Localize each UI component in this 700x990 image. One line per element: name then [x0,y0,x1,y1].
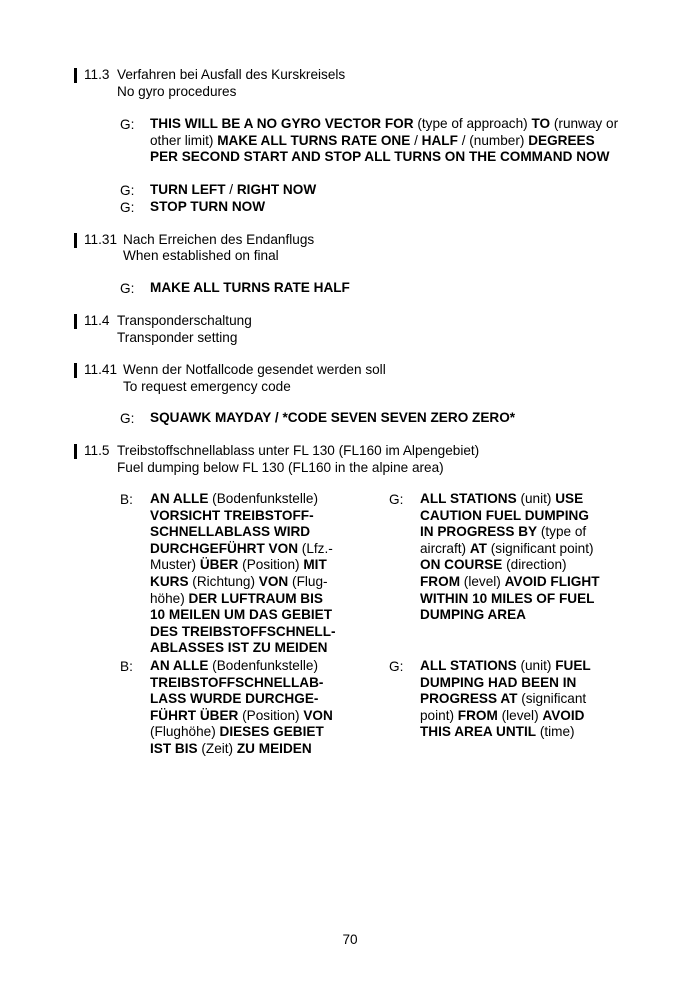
change-bar [74,314,77,329]
text-line [150,741,380,758]
bold-phrase: MAKE ALL TURNS RATE ONE [217,132,411,148]
text-line [150,708,380,725]
plain-phrase: (Position) [238,557,304,573]
plain-phrase: (direction) [502,557,567,573]
section-title-en: No gyro procedures [117,84,237,99]
phraseology-german [150,658,380,758]
bold-phrase: IST BIS [150,740,198,756]
bold-phrase: TREIBSTOFFSCHNELLAB- [150,674,324,690]
phraseology-text [150,410,620,427]
bold-phrase: TURN LEFT [150,182,226,197]
section-title-en: When established on final [123,248,279,263]
text-line [150,658,380,675]
bold-phrase: MAKE ALL TURNS RATE HALF [150,280,350,295]
text-line [420,491,650,508]
plain-phrase: / (number) [457,132,529,148]
bold-phrase: DUMPING HAD BEEN IN [420,674,577,690]
section-number: 11.3 [84,67,110,82]
text-line [150,607,380,624]
text-line [420,574,650,591]
text-line [420,691,650,708]
speaker-label: G: [120,117,135,132]
phraseology-english [420,491,650,624]
bold-phrase: STOP TURN NOW [150,199,266,214]
text-line [420,591,650,608]
plain-phrase: (Zeit) [197,740,237,756]
bold-phrase: VON [303,707,333,723]
text-line [150,574,380,591]
page-number: 70 [342,932,358,947]
bold-phrase: DUMPING AREA [420,607,526,623]
bold-phrase: SCHNELLABLASS WIRD [150,524,311,540]
section-title-de: Verfahren bei Ausfall des Kurskreisels [117,67,346,82]
plain-phrase: (Bodenfunkstelle) [208,658,318,673]
bold-phrase: ON COURSE [420,557,503,573]
phraseology-text [150,116,620,166]
bold-phrase: RIGHT NOW [236,182,317,197]
bold-phrase: FROM [457,707,498,723]
text-line [420,508,650,525]
speaker-label: G: [120,200,135,215]
bold-phrase: FÜHRT ÜBER [150,707,239,723]
phraseology-text [150,182,620,199]
bold-phrase: DURCHGEFÜHRT VON [150,540,299,556]
bold-phrase: 10 MEILEN UM DAS GEBIET [150,607,333,623]
bold-phrase: KURS [150,573,189,589]
bold-phrase: VON [258,573,289,589]
plain-phrase: (Flughöhe) [150,724,220,740]
speaker-label: B: [120,659,133,674]
plain-phrase: (runway or other limit) [150,116,619,148]
section-title-de: Nach Erreichen des Endanflugs [123,232,315,247]
change-bar [74,444,77,459]
bold-phrase: TO [531,116,551,131]
plain-phrase: / [225,182,237,197]
text-line [150,724,380,741]
text-line [420,607,650,624]
section-number: 11.4 [84,313,110,328]
text-line [420,708,650,725]
plain-phrase: Muster) [150,557,200,573]
phraseology-text [150,199,620,216]
bold-phrase: USE [555,491,584,506]
text-line [150,524,380,541]
text-line [150,591,380,608]
speaker-label: B: [120,492,133,507]
speaker-label: G: [120,183,135,198]
change-bar [74,363,77,378]
bold-phrase: MIT [303,557,327,573]
plain-phrase: (unit) [516,491,556,506]
text-line [420,675,650,692]
plain-phrase: (type of [537,524,587,540]
bold-phrase: VORSICHT TREIBSTOFF- [150,507,314,523]
section-number: 11.31 [84,232,118,247]
plain-phrase: (Position) [238,707,304,723]
bold-phrase: THIS WILL BE A NO GYRO VECTOR FOR [150,116,414,131]
text-line [420,524,650,541]
bold-phrase: AN ALLE [150,658,209,673]
plain-phrase: höhe) [150,590,189,606]
bold-phrase: SQUAWK MAYDAY / *CODE SEVEN SEVEN ZERO ZERO* [150,410,516,425]
phraseology-english [420,658,650,741]
section-title-en: To request emergency code [123,379,291,394]
phraseology-text [150,280,620,297]
bold-phrase: LASS WURDE DURCHGE- [150,691,319,707]
plain-phrase: (unit) [516,658,556,673]
bold-phrase: ALL STATIONS [420,658,517,673]
section-title-de: Transponderschaltung [117,313,252,328]
bold-phrase: AN ALLE [150,491,209,506]
bold-phrase: DEGREES PER SECOND START AND STOP ALL TURNS ON THE COMMAND NOW [150,132,610,165]
plain-phrase: (Flug- [288,573,328,589]
speaker-label: G: [120,411,135,426]
plain-phrase: / [410,132,422,148]
bold-phrase: ZU MEIDEN [236,740,312,756]
plain-phrase: (level) [497,707,543,723]
change-bar [74,68,77,83]
phraseology-german [150,491,380,657]
section-number: 11.5 [84,443,110,458]
text-line [150,557,380,574]
bold-phrase: PROGRESS AT [420,691,518,707]
plain-phrase: aircraft) [420,540,470,556]
plain-phrase: point) [420,707,458,723]
plain-phrase: (type of approach) [413,116,532,131]
plain-phrase: (time) [536,724,575,740]
bold-phrase: HALF [421,132,458,148]
speaker-label: G: [120,281,135,296]
text-line [150,491,380,508]
section-title-de: Wenn der Notfallcode gesendet werden soll [123,362,386,377]
plain-phrase: (Richtung) [188,573,259,589]
bold-phrase: ALL STATIONS [420,491,517,506]
speaker-label: G: [389,659,404,674]
bold-phrase: DES TREIBSTOFFSCHNELL- [150,623,336,639]
text-line [150,675,380,692]
text-line [420,557,650,574]
plain-phrase: (Bodenfunkstelle) [208,491,318,506]
bold-phrase: IN PROGRESS BY [420,524,538,540]
bold-phrase: FUEL [555,658,591,673]
section-title-de: Treibstoffschnellablass unter FL 130 (FL160 im Alpengebiet) [117,443,480,458]
text-line [420,658,650,675]
text-line [150,640,380,657]
section-title-en: Transponder setting [117,330,238,345]
text-line [420,541,650,558]
bold-phrase: CAUTION FUEL DUMPING [420,507,589,523]
text-line [150,541,380,558]
text-line [420,724,650,741]
plain-phrase: (significant [517,691,587,707]
bold-phrase: DER LUFTRAUM BIS [188,590,323,606]
speaker-label: G: [389,492,404,507]
bold-phrase: AT [469,540,487,556]
bold-phrase: THIS AREA UNTIL [420,724,537,740]
bold-phrase: DIESES GEBIET [219,724,324,740]
bold-phrase: AVOID [542,707,585,723]
bold-phrase: FROM [420,573,461,589]
plain-phrase: (significant point) [486,540,594,556]
text-line [150,624,380,641]
plain-phrase: (level) [460,573,505,589]
bold-phrase: ABLASSES IST ZU MEIDEN [150,640,328,656]
text-line [150,691,380,708]
change-bar [74,233,77,248]
bold-phrase: WITHIN 10 MILES OF FUEL [420,590,595,606]
bold-phrase: AVOID FLIGHT [504,573,600,589]
plain-phrase: (Lfz.- [298,540,333,556]
section-number: 11.41 [84,362,118,377]
bold-phrase: ÜBER [199,557,239,573]
text-line [150,508,380,525]
section-title-en: Fuel dumping below FL 130 (FL160 in the alpine area) [117,460,444,475]
